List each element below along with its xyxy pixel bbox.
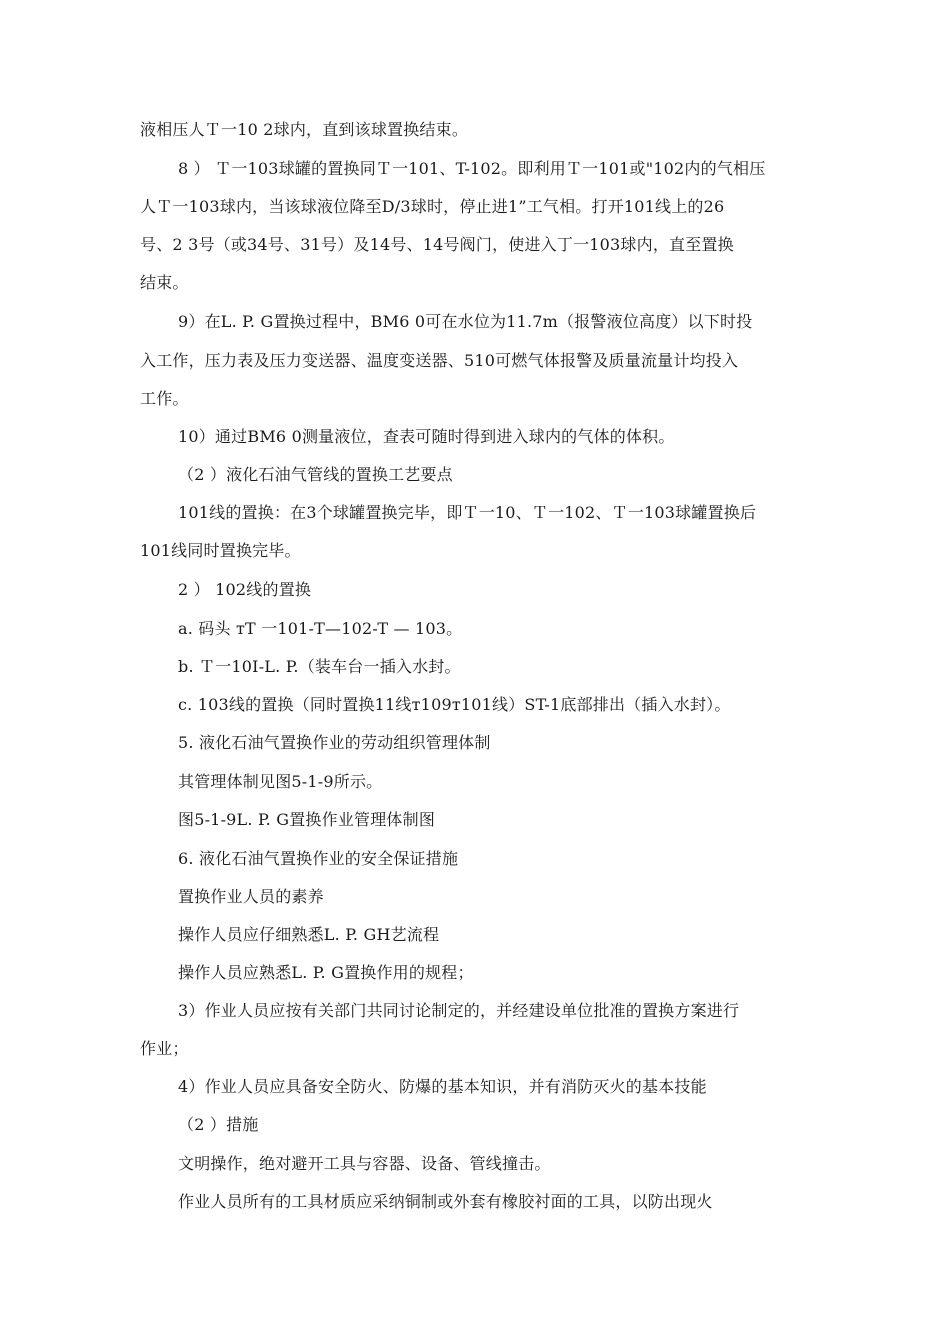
text-line: 2 ） 102线的置换 [178, 580, 312, 599]
text-line: c. 103线的置换（同时置换11线т109т101线）ST-1底部排出（插入水封）。 [178, 695, 731, 714]
text-line: （2 ）措施 [178, 1115, 259, 1134]
text-line: 作业人员所有的工具材质应采纳铜制或外套有橡胶衬面的工具，以防出现火 [178, 1192, 713, 1211]
section-heading: 6. 液化石油气置换作业的安全保证措施 [178, 849, 459, 868]
text-line: b. Ｔ一10I-L. P.（装车台一插入水封。 [178, 657, 461, 676]
text-line: 101线的置换：在3个球罐置换完毕，即Ｔ一10、Ｔ一102、Ｔ一103球罐置换后 [178, 503, 757, 522]
text-line: 4）作业人员应具备安全防火、防爆的基本知识，并有消防灭火的基本技能 [178, 1077, 707, 1096]
text-line: 液相压人Ｔ一10 2球内，直到该球置换结束。 [140, 120, 469, 139]
text-line: 号、2 3号（或34号、31号）及14号、14号阀门，使进入丁一103球内，直至置换 [140, 235, 734, 254]
text-line: 入工作，压力表及压力变送器、温度变送器、510可燃气体报警及质量流量计均投入 [140, 351, 739, 370]
text-line: 3）作业人员应按有关部门共同讨论制定的，并经建设单位批准的置换方案进行 [178, 1001, 740, 1020]
text-line: 人Ｔ一103球内，当该球液位降至D/3球时，停止进1”工气相。打开101线上的26 [140, 197, 725, 216]
text-line: 101线同时置换完毕。 [140, 541, 301, 560]
text-line: 操作人员应仔细熟悉L. P. GH艺流程 [178, 925, 440, 944]
text-line: 作业； [140, 1039, 189, 1058]
text-line: 置换作业人员的素养 [178, 887, 324, 906]
text-line: 10）通过BM6 0测量液位，查表可随时得到进入球内的气体的体积。 [178, 427, 675, 446]
text-line: 其管理体制见图5-1-9所示。 [178, 772, 383, 791]
text-line: 5. 液化石油气置换作业的劳动组织管理体制 [178, 733, 491, 752]
text-line: 操作人员应熟悉L. P. G置换作用的规程； [178, 963, 474, 982]
figure-caption: 图5-1-9L. P. G置换作业管理体制图 [178, 810, 436, 829]
text-line: 文明操作，绝对避开工具与容器、设备、管线撞击。 [178, 1154, 551, 1173]
text-line: （2 ）液化石油气管线的置换工艺要点 [178, 465, 453, 484]
text-line: 结束。 [140, 273, 189, 292]
text-line: 工作。 [140, 389, 189, 408]
text-line: a. 码头 тT 一101-T—102-T — 103。 [178, 619, 463, 638]
text-line: 9）在L. P. G置换过程中，BM6 0可在水位为11.7m（报警液位高度）以下时投 [178, 312, 753, 331]
text-line: 8 ） Ｔ一103球罐的置换同Ｔ一101、T-102。即利用Ｔ一101或"102内的气相压 [178, 159, 766, 178]
